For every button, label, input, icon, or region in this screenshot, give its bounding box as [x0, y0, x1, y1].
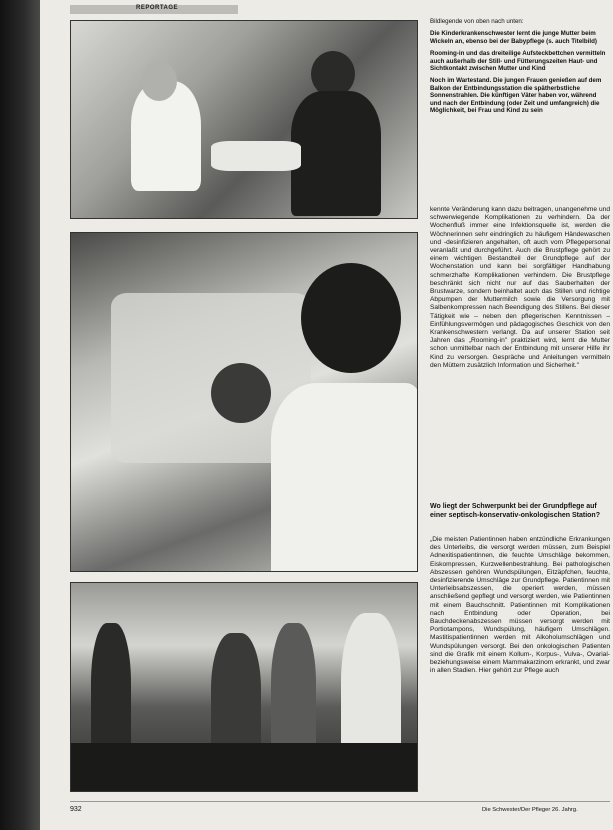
journal-reference: Die Schwester/Der Pfleger 26. Jahrg. — [482, 807, 578, 813]
page-number: 932 — [70, 806, 82, 813]
photo-captions — [430, 18, 608, 119]
body-text-top — [430, 206, 610, 496]
caption-2: Rooming-in und das dreiteilige Aufsteckbettchen vermitteln auch außerhalb der Still- und Fütterungszeiten Haut- und Sichtkontakt zwischen Mutter und Kind — [430, 50, 606, 73]
body-text-bottom — [430, 536, 610, 798]
caption-intro: Bildlegende von oben nach unten: — [430, 18, 524, 25]
footer-rule — [70, 801, 610, 802]
body-paragraph-top: kennte Veränderung kann dazu beitragen, unangenehme und schwerwiegende Komplikationen zu verhindern. Da der Wochenfluß immer eine Infektionsquelle ist, werden die Wöchnerinnen sehr eindringlich zu häufigem Händewaschen und -desinfizieren angehalten, oft auch vom Pflegepersonal veranlaßt und durchgeführt. Auch die Brustpflege gehört zu einem wichtigen Bestandteil der Grundpflege auf der Wochenstation und kann bei sorgfältiger Handhabung schmerzhafte Komplikationen verhindern. Die Brustpflege beschränkt sich nicht nur auf das Sauberhalten der Brustwarze, sondern beinhaltet auch das Stillen und richtige Abpumpen der Muttermilch sowie die Versorgung mit Salbenkompressen nach Beendigung des Stillens. Bei dieser Tätigkeit wie – neben den pflegerischen Kenntnissen – Einfühlungsvermögen und pädagogisches Geschick von den Krankenschwestern verlangt. Da auf unserer Station seit Jahren das „Rooming-in" praktiziert wird, lernt die Mutter schon unmittelbar nach der Entbindung mit unserer Hilfe ihr Kind zu versorgen. Gespräche und Anleitungen vermitteln den Müttern zusätzlich Information und Sicherheit." — [430, 206, 610, 369]
body-paragraph-bottom: „Die meisten Patientinnen haben entzündliche Erkrankungen des Unterleibs, die versorgt werden müssen, zum Beispiel Adnexitispatientinnen, die feuchte Umschläge bekommen, Eiskompressen, Kurzwellenbestrahlung. Bei pathologischen Abszessen gehören Wundspülungen, Eitzäpfchen, feuchte, desinfizierende Umschläge zur Grundpflege. Patientinnen mit Unterleibsabszessen, die operiert werden, müssen anschließend gepflegt und versorgt werden, wie Patientinnen mit einem Bauchschnitt. Patientinnen mit Komplikationen nach Entbindung oder Operation, bei Bauchdeckenabszessen müssen versorgt werden mit Portiotampons, Wundspülung, häufigem Umschlägen. Mastitispatientinnen werden mit Alkoholumschlägen und Wundspülungen versorgt. Bei den onkologischen Patienten sind die Grafik mit einem Kollum-, Korpus-, Vulva-, Ovarial- beziehungsweise einem Mammakarzinom erkrankt, und zwar in allen Stadien. Hier gehört zur Pflege auch — [430, 536, 610, 675]
photo-rooming-in-bassinet — [70, 232, 418, 572]
caption-1: Die Kinderkrankenschwester lernt die junge Mutter beim Wickeln an, ebenso bei der Babypflege (s. auch Titelbild) — [430, 30, 597, 45]
caption-3: Noch im Wartestand. Die jungen Frauen genießen auf dem Balkon der Entbindungsstation die spätherbstliche Sonnenstrahlen. Die künftigen Väter haben vor, während und nach der Entbindung (oder Zeit und umfangreich) die Möglichkeit, bei Frau und Kind zu sein — [430, 77, 602, 115]
photo-nurse-teaching-mother — [70, 20, 418, 219]
photo-women-on-balcony — [70, 582, 418, 792]
magazine-page — [40, 0, 613, 830]
interview-question: Wo liegt der Schwerpunkt bei der Grundpflege auf einer septisch-konservativ-onkologischen Station? — [430, 503, 600, 519]
section-label: REPORTAGE — [136, 5, 179, 11]
book-binding-shadow — [0, 0, 40, 830]
